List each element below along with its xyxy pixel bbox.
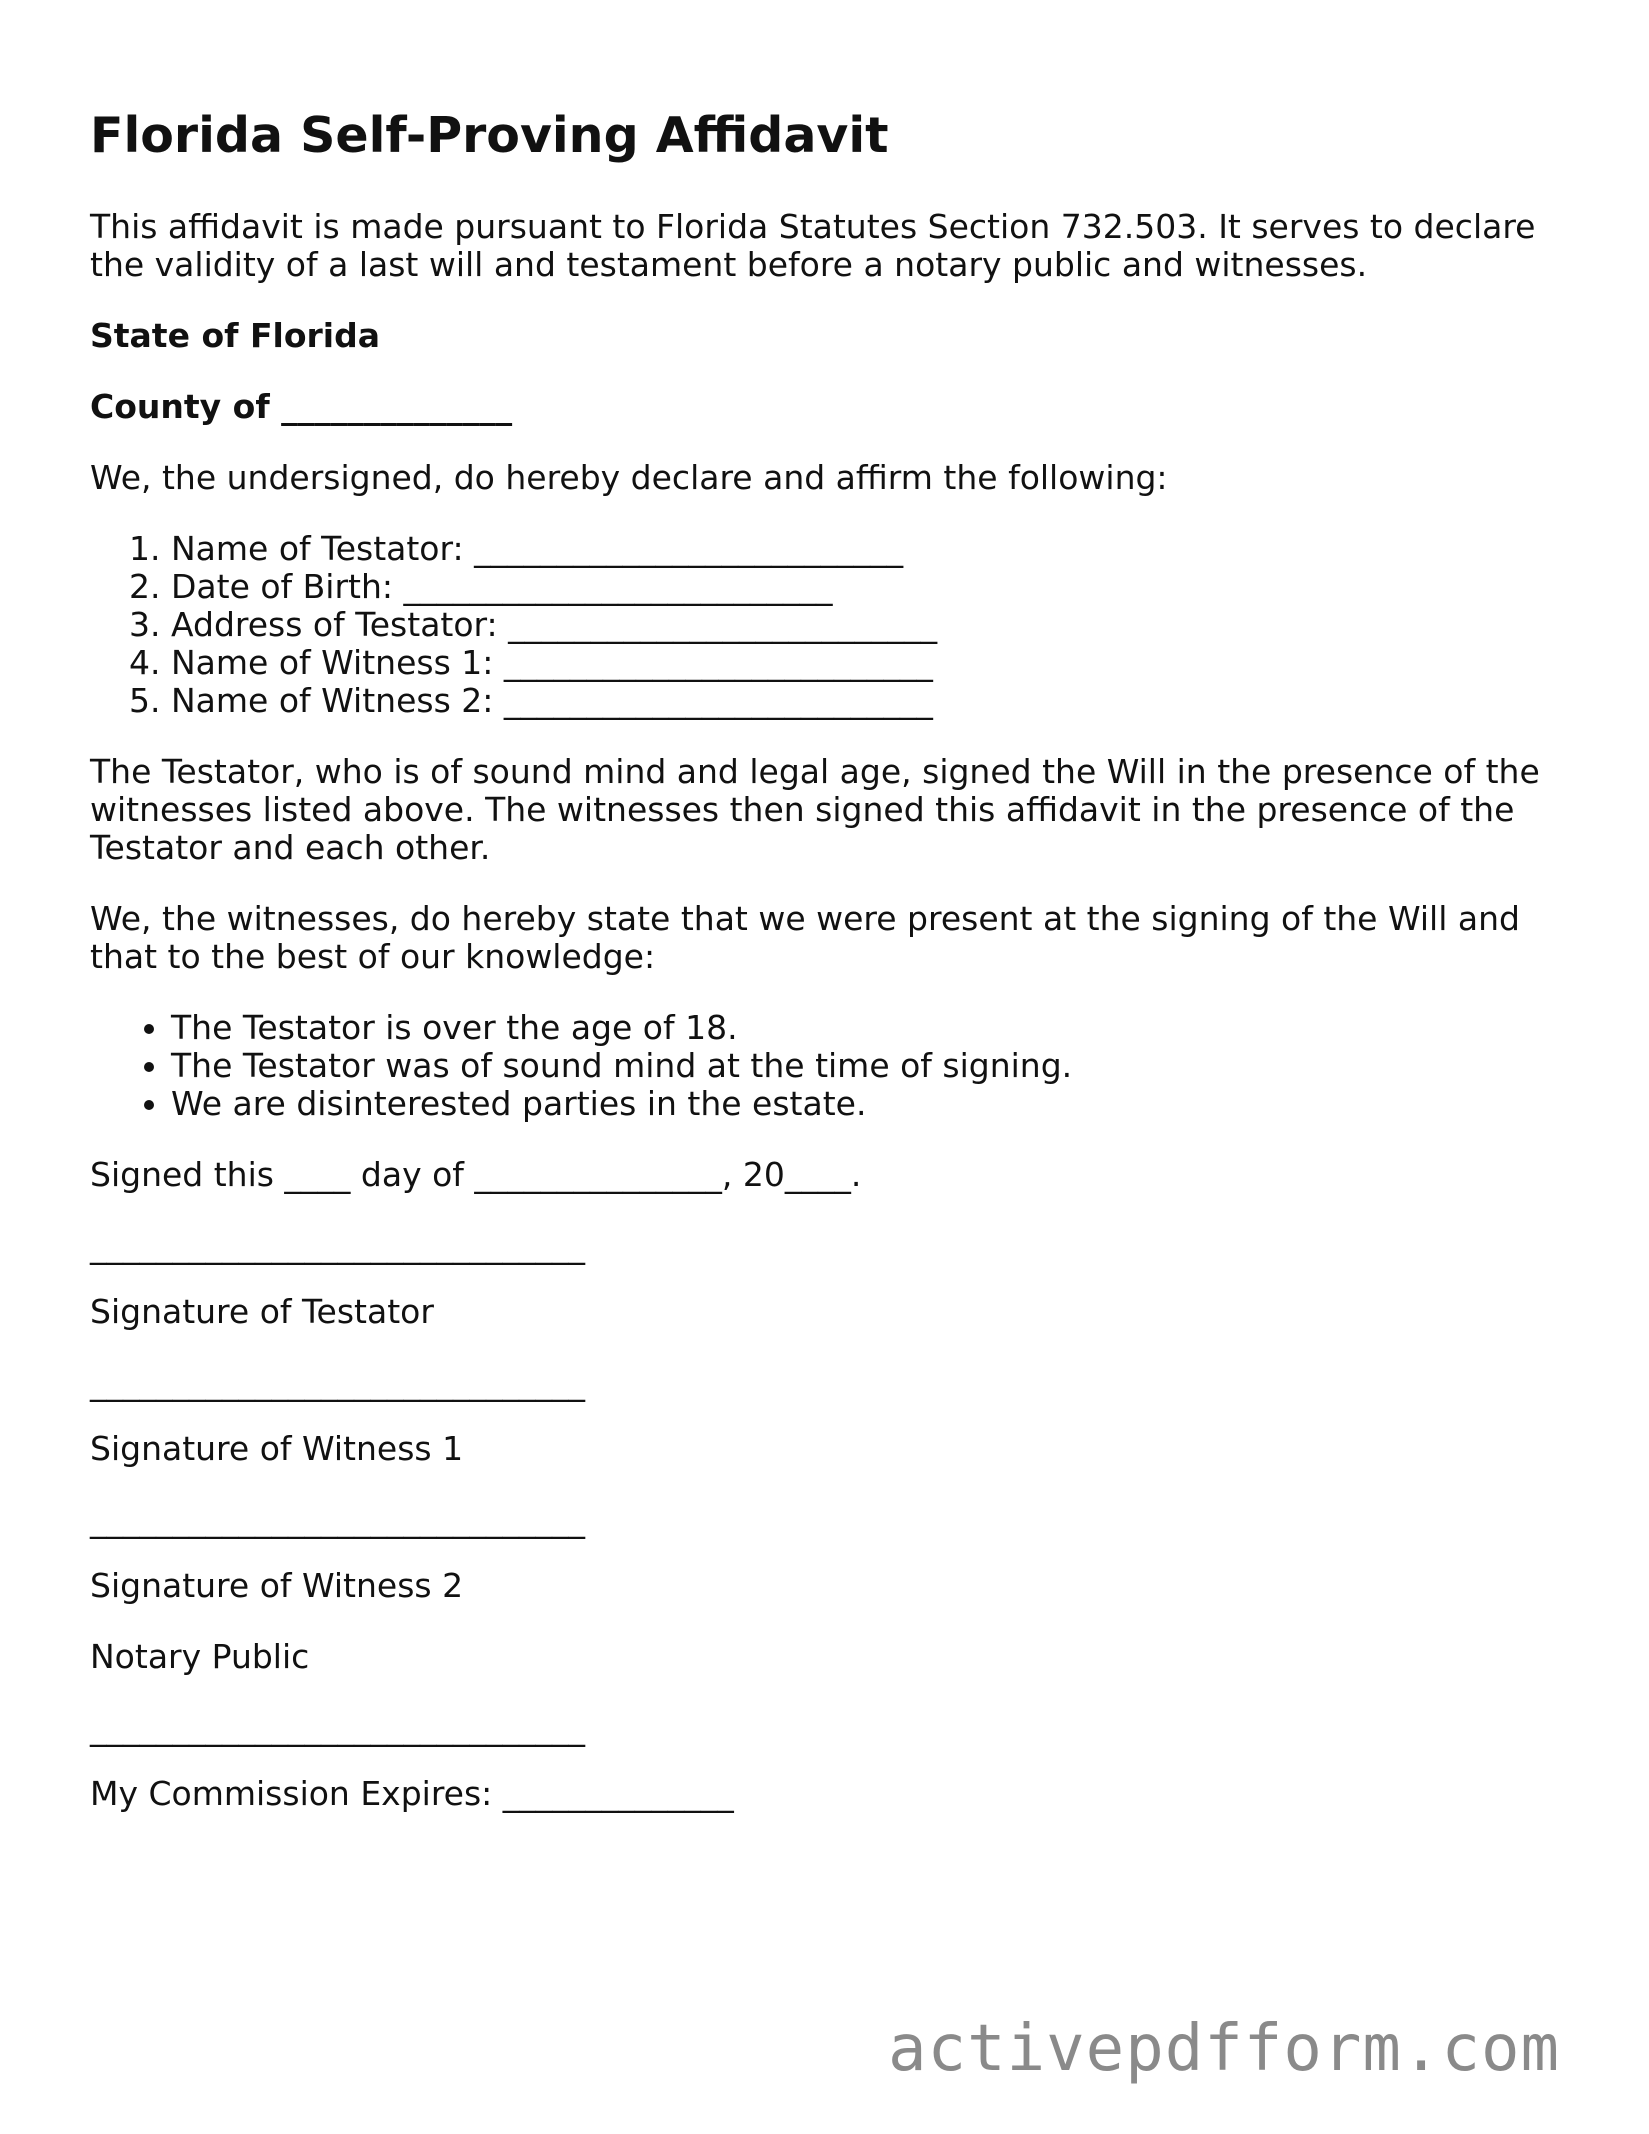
field-testator-address[interactable]: 3. Address of Testator: __________________________ [171,606,1560,644]
witnesses-paragraph: We, the witnesses, do hereby state that we were present at the signing of the Will and that to the best of our knowledge: [90,899,1520,977]
statement-item: • We are disinterested parties in the estate. [171,1085,1560,1123]
state-heading: State of Florida [90,316,380,356]
statement-item: • The Testator is over the age of 18. [171,1009,1560,1047]
testator-signature-line[interactable]: ______________________________ [90,1226,585,1266]
statements-list [90,1009,1560,1123]
witness1-signature-line[interactable]: ______________________________ [90,1363,585,1403]
witness2-signature-label: Signature of Witness 2 [90,1566,464,1606]
declaration-paragraph: We, the undersigned, do hereby declare and affirm the following: [90,458,1168,498]
witness1-signature-label: Signature of Witness 1 [90,1429,464,1469]
testator-signature-label: Signature of Testator [90,1292,434,1332]
notary-signature-line[interactable]: ______________________________ [90,1708,585,1748]
commission-expires-line[interactable]: My Commission Expires: ______________ [90,1774,734,1814]
watermark-text: activepdfform.com [888,2012,1561,2086]
testator-paragraph: The Testator, who is of sound mind and legal age, signed the Will in the presence of the witnesses listed above. The witnesses then signed this affidavit in the presence of the Testator and each other. [90,752,1540,868]
field-testator-name[interactable]: 1. Name of Testator: __________________________ [171,530,1560,568]
signed-date-line[interactable]: Signed this ____ day of _______________, 20____. [90,1155,862,1195]
affidavit-document [90,108,1560,1846]
document-title: Florida Self-Proving Affidavit [90,107,889,164]
field-date-of-birth[interactable]: 2. Date of Birth: __________________________ [171,568,1560,606]
notary-public-label: Notary Public [90,1637,310,1677]
statement-item: • The Testator was of sound mind at the time of signing. [171,1047,1560,1085]
witness2-signature-line[interactable]: ______________________________ [90,1500,585,1540]
county-heading: County of ______________ [90,387,513,427]
fields-list [90,530,1560,720]
field-witness2-name[interactable]: 5. Name of Witness 2: __________________________ [171,682,1560,720]
field-witness1-name[interactable]: 4. Name of Witness 1: __________________________ [171,644,1560,682]
intro-paragraph: This affidavit is made pursuant to Florida Statutes Section 732.503. It serves to declare the validity of a last will and testament before a notary public and witnesses. [90,207,1536,285]
